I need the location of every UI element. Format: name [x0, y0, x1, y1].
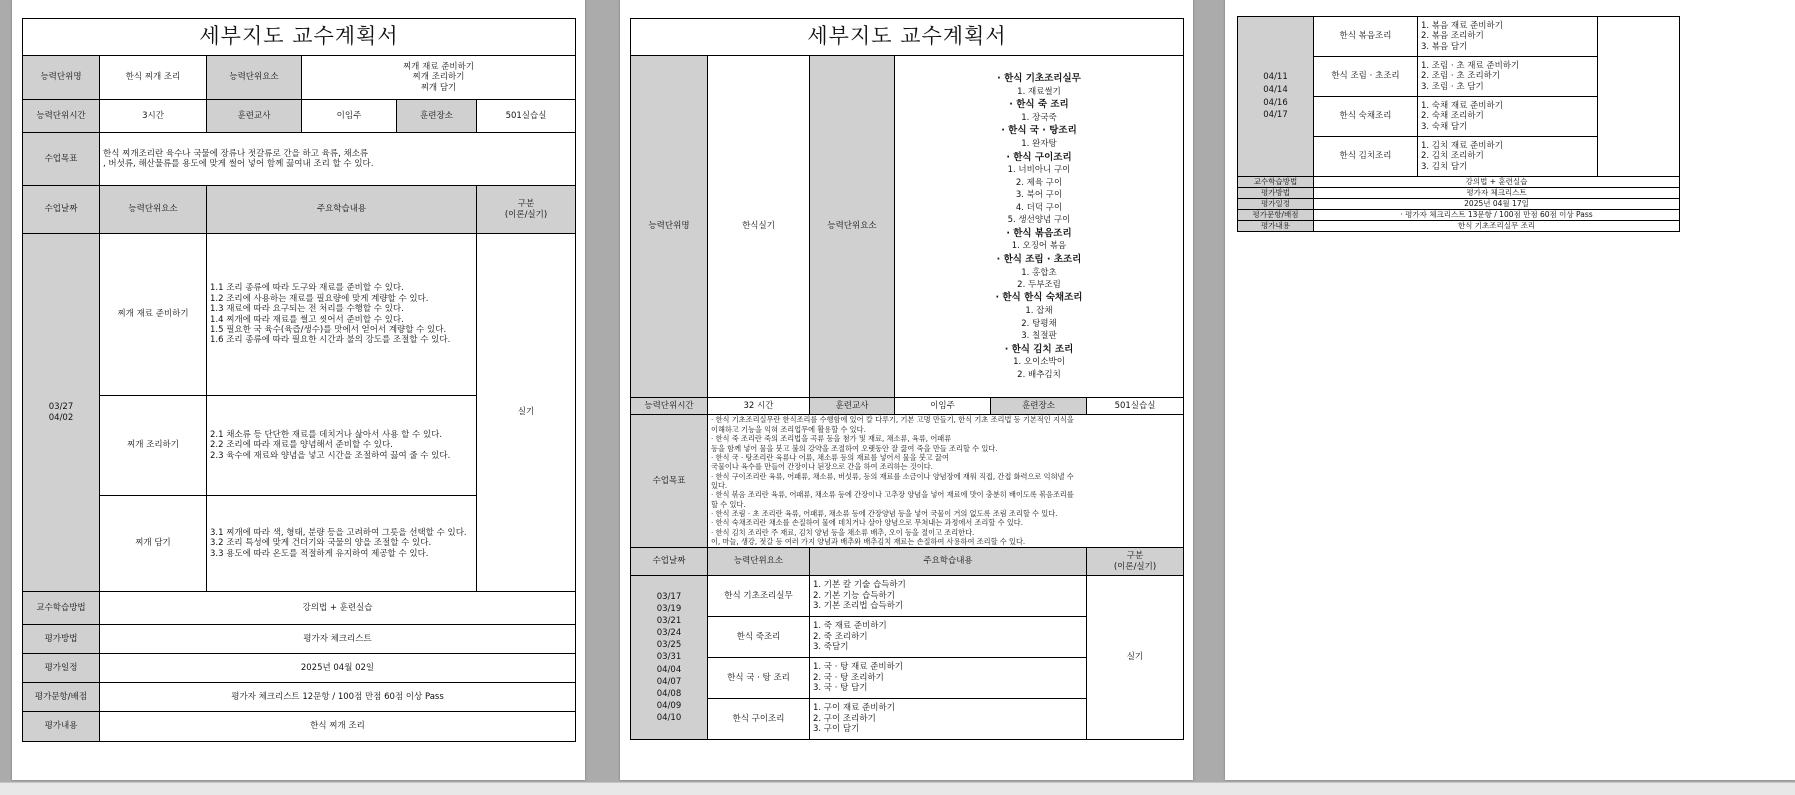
eval-label: 평가방법 [23, 625, 100, 654]
content-item: 1. 국 · 탕 재료 준비하기 [813, 662, 904, 673]
header-type: 구분 (이론/실기) [1087, 548, 1184, 576]
row-content [810, 658, 1087, 699]
header-content: 주요학습내용 [207, 186, 477, 234]
goal-line: · 한식 기초조리실무란 한식조리를 수행함에 있어 칼 다루기, 기본 고명 만들기, 한식 기초 조리법 등 기본적인 지식을 [711, 415, 1074, 425]
element-list-item: 3. 북어 구이 [1015, 190, 1063, 201]
row-content [207, 234, 477, 396]
evalcontent-label: 평가내용 [23, 712, 100, 742]
date-value: 04/08 [656, 688, 682, 699]
content-item: 1.6 조리 종류에 따라 필요한 시간과 불의 강도를 조절할 수 있다. [210, 335, 451, 346]
element-list-item: · 한식 김치 조리 [1004, 343, 1074, 355]
date-value: 04/17 [1263, 110, 1288, 121]
goal-line: · 한식 볶음 조리란 육류, 어패류, 채소류 등에 간장이나 고추장 양념을 넣어 재료에 맛이 충분히 배이도록 볶음조리를 [711, 490, 1074, 500]
row-content [1418, 57, 1598, 97]
content-item: 2.2 조리에 따라 재료를 양념해서 준비할 수 있다. [210, 440, 393, 451]
date-value: 03/21 [656, 616, 682, 627]
date-cell [1238, 17, 1314, 177]
element-list-item: · 한식 볶음조리 [1006, 227, 1072, 239]
lesson-plan-table-2 [630, 18, 1184, 740]
element-values [302, 56, 576, 100]
element-list-item: 4. 더덕 구이 [1015, 202, 1063, 213]
content-item: 2. 숙채 조리하기 [1421, 111, 1484, 122]
goal-line: 국물이나 육수를 만들어 간장이나 된장으로 간을 하여 조리하는 것이다. [711, 462, 933, 472]
content-item: 1. 김치 재료 준비하기 [1421, 140, 1503, 151]
element-list-item: 1. 재료썰기 [1017, 86, 1061, 97]
place-value: 501실습실 [477, 100, 576, 133]
teacher-label: 훈련교사 [207, 100, 302, 133]
method-value: 강의법 + 훈련실습 [100, 592, 576, 625]
date-value: 04/14 [1263, 84, 1288, 95]
goal-line: · 한식 김치 조리란 주 재료, 김치 양념 등을 채소류 배추, 오이 등을 절이고 조리한다. [711, 527, 975, 537]
content-item: 3. 기본 조리법 습득하기 [813, 601, 904, 612]
goal-line: 한식 찌개조리란 육수나 국물에 장류나 젓갈류로 간을 하고 육류, 채소류 [103, 148, 369, 159]
content-item: 3. 구이 담기 [813, 724, 860, 735]
content-item: 2. 구이 조리하기 [813, 713, 876, 724]
goal-line: 있다. [711, 481, 728, 490]
date-value: 03/27 [48, 402, 74, 413]
goal-line: 할 수 있다. [711, 499, 746, 509]
row-element: 한식 국 · 탕 조리 [708, 658, 810, 699]
goal-line: · 한식 죽 조리란 죽의 조리법을 곡류 등을 첨가 및 재료, 채소류, 육류, 어패류 [711, 434, 952, 444]
content-item: 3. 조림 · 초 담기 [1421, 81, 1484, 92]
element-list-item: 1. 오징어 볶음 [1011, 241, 1067, 252]
hours-label: 능력단위시간 [631, 398, 708, 415]
element-list-item: 1. 완자탕 [1021, 139, 1057, 150]
evaldate-label: 평가일정 [23, 654, 100, 683]
content-item: 3.1 찌개에 따라 색, 형태, 분량 등을 고려하여 그릇을 선택할 수 있다. [210, 527, 467, 538]
content-item: 2. 기본 기능 습득하기 [813, 590, 895, 601]
header-date: 수업날짜 [631, 548, 708, 576]
header-content: 주요학습내용 [810, 548, 1087, 576]
method-value: 강의법 + 훈련실습 [1314, 177, 1680, 188]
element-list-item: · 한식 구이조리 [1006, 151, 1072, 163]
date-cell [23, 234, 100, 592]
element-value: 찌개 조리하기 [412, 72, 465, 83]
element-list-item: 2. 탕평채 [1021, 318, 1057, 329]
content-item: 3.2 조리 특성에 맞게 건더기와 국물의 양을 조절할 수 있다. [210, 538, 432, 549]
header-element: 능력단위요소 [100, 186, 207, 234]
content-item: 2. 조림 · 초 조리하기 [1421, 71, 1501, 82]
content-item: 2.3 육수에 재료와 양념을 넣고 시간을 조절하여 끓여 줄 수 있다. [210, 450, 451, 461]
element-list-item: 1. 홍합초 [1021, 267, 1057, 278]
place-value: 501실습실 [1087, 398, 1184, 415]
row-element: 한식 숙채조리 [1314, 97, 1418, 137]
content-item: 3. 김치 담기 [1421, 161, 1468, 172]
unit-value: 한식실기 [708, 56, 810, 398]
criteria-label: 평가문항/배점 [1238, 210, 1314, 221]
date-value: 03/31 [656, 652, 682, 663]
place-label: 훈련장소 [991, 398, 1087, 415]
row-content [207, 496, 477, 592]
date-value: 03/24 [656, 628, 682, 639]
date-value: 04/04 [656, 664, 682, 675]
goal-line: 이, 마늘, 생강, 젓갈 등 여러 가지 양념과 배추와 배추김치 재료는 손질하여 사용하여 조리할 수 있다. [711, 537, 1026, 547]
content-item: 1.1 조리 종류에 따라 도구와 재료를 준비할 수 있다. [210, 283, 404, 294]
goal-line: 등을 함께 넣어 물을 붓고 불의 강약을 조절하여 오랫동안 잘 끓여 죽을 만들 조리할 수 있다. [711, 443, 998, 453]
content-item: 1. 숙채 재료 준비하기 [1421, 100, 1503, 111]
element-list-item: · 한식 국 · 탕조리 [1001, 125, 1077, 137]
row-content [1418, 97, 1598, 137]
row-content [810, 576, 1087, 617]
date-cell [631, 576, 708, 740]
element-list-item: · 한식 한식 숙채조리 [995, 292, 1083, 304]
date-value: 04/09 [656, 700, 682, 711]
goal-text [708, 415, 1184, 548]
goal-line: · 한식 숙채조리란 채소를 손질하여 물에 데치거나 살아 양념으로 무쳐내는 과정에서 조리할 수 있다. [711, 518, 1023, 528]
criteria-value: · 평가자 체크리스트 13문항 / 100점 만점 60점 이상 Pass [1314, 210, 1680, 221]
content-item: 3. 국 · 탕 담기 [813, 683, 868, 694]
element-list-item: 1. 너비아니 구이 [1007, 165, 1071, 176]
header-element: 능력단위요소 [708, 548, 810, 576]
method-label: 교수학습방법 [1238, 177, 1314, 188]
row-content [1418, 17, 1598, 57]
element-list-item: 1. 잡채 [1025, 306, 1053, 317]
evaldate-value: 2025년 04월 17일 [1314, 199, 1680, 210]
row-content [1418, 137, 1598, 177]
row-content [810, 617, 1087, 658]
unit-value: 한식 찌개 조리 [100, 56, 207, 100]
row-element: 찌개 재료 준비하기 [100, 234, 207, 396]
date-value: 03/19 [656, 604, 682, 615]
header-type: 구분 (이론/실기) [477, 186, 576, 234]
type-cell: 실기 [1087, 576, 1184, 740]
content-item: 2.1 채소류 등 단단한 재료를 데치거나 삶아서 사용 할 수 있다. [210, 429, 443, 440]
teacher-label: 훈련교사 [810, 398, 895, 415]
content-item: 1. 조림 · 초 재료 준비하기 [1421, 60, 1520, 71]
content-item: 3. 볶음 담기 [1421, 41, 1468, 52]
element-list-item: 5. 생선양념 구이 [1007, 215, 1071, 226]
document-page-2 [620, 0, 1193, 780]
content-item: 3. 숙채 담기 [1421, 121, 1468, 132]
row-element: 한식 조림 · 초조리 [1314, 57, 1418, 97]
evaldate-label: 평가일정 [1238, 199, 1314, 210]
criteria-value: 평가자 체크리스트 12문항 / 100점 만점 60점 이상 Pass [100, 683, 576, 712]
goal-text [100, 133, 576, 186]
content-item: 3. 죽담기 [813, 642, 849, 653]
row-content [810, 699, 1087, 740]
element-value: 찌개 재료 준비하기 [402, 61, 475, 72]
eval-label: 평가방법 [1238, 188, 1314, 199]
element-list-item: 1. 오이소박이 [1013, 357, 1065, 368]
goal-line: 이해하고 기능을 익혀 조리업무에 활용할 수 있다. [711, 424, 866, 434]
element-list [895, 56, 1184, 398]
hours-label: 능력단위시간 [23, 100, 100, 133]
goal-line: , 버섯류, 해산물류를 용도에 맞게 썰어 넣어 함께 끓여내 조리 할 수 있다. [103, 159, 374, 169]
row-content [207, 396, 477, 496]
row-element: 한식 김치조리 [1314, 137, 1418, 177]
content-item: 1.4 찌개에 따라 재료를 썰고 씻어서 준비할 수 있다. [210, 314, 404, 325]
date-value: 04/16 [1263, 97, 1288, 108]
content-item: 3.3 용도에 따라 온도를 적절하게 유지하여 제공할 수 있다. [210, 548, 429, 559]
date-value: 03/17 [656, 592, 682, 603]
goal-line: · 한식 조림 · 초 조리란 육류, 어패류, 채소류 등에 간장양념 등을 넣어 국물이 거의 없도록 조림 조리할 수 있다. [711, 509, 1058, 519]
element-list-item: 3. 칠절판 [1021, 331, 1057, 342]
date-value: 04/11 [1263, 72, 1288, 82]
element-value: 찌개 담기 [420, 82, 457, 93]
eval-value: 평가자 체크리스트 [100, 625, 576, 654]
element-list-item: 1. 장국죽 [1021, 112, 1057, 123]
criteria-label: 평가문항/배점 [23, 683, 100, 712]
goal-line: · 한식 구이조리란 육류, 어패류, 채소류, 버섯류, 등의 재료를 소금이나 양념장에 재워 직접, 간접 화력으로 익혀낼 수 [711, 471, 1074, 481]
place-label: 훈련장소 [397, 100, 477, 133]
element-label: 능력단위요소 [810, 56, 895, 398]
eval-value: 평가자 체크리스트 [1314, 188, 1680, 199]
page-title: 세부지도 교수계획서 [23, 19, 576, 56]
row-element: 한식 구이조리 [708, 699, 810, 740]
element-list-item: 2. 두부조림 [1017, 280, 1061, 291]
date-value: 04/07 [656, 676, 682, 687]
hours-value: 3시간 [100, 100, 207, 133]
lesson-plan-table-3 [1237, 16, 1680, 232]
content-item: 2. 국 · 탕 조리하기 [813, 672, 884, 683]
element-list-item: · 한식 죽 조리 [1009, 99, 1069, 111]
date-value: 04/02 [48, 412, 74, 423]
element-list-item: 2. 배추김치 [1017, 369, 1061, 380]
element-list-item: 2. 제육 구이 [1015, 177, 1063, 188]
content-item: 2. 죽 조리하기 [813, 631, 868, 642]
evalcontent-value: 한식 찌개 조리 [100, 712, 576, 742]
content-item: 1. 볶음 재료 준비하기 [1421, 20, 1503, 31]
header-date: 수업날짜 [23, 186, 100, 234]
method-label: 교수학습방법 [23, 592, 100, 625]
teacher-value: 이임주 [302, 100, 397, 133]
row-element: 찌개 조리하기 [100, 396, 207, 496]
element-label: 능력단위요소 [207, 56, 302, 100]
goal-line: · 한식 국 · 탕조리란 육류나 어류, 채소류 등의 재료를 넣어서 물을 붓고 끓여 [711, 452, 949, 462]
content-item: 1.2 조리에 사용하는 재료를 필요량에 맞게 계량할 수 있다. [210, 293, 429, 304]
content-item: 1.5 필요한 국 육수(육즙/생수)를 맛에서 얻어서 계량할 수 있다. [210, 324, 447, 335]
unit-label: 능력단위명 [631, 56, 708, 398]
date-value: 03/25 [656, 640, 682, 651]
content-item: 2. 볶음 조리하기 [1421, 31, 1484, 42]
row-element: 찌개 담기 [100, 496, 207, 592]
status-bar [0, 782, 1795, 795]
type-cell: 실기 [477, 234, 576, 592]
evalcontent-label: 평가내용 [1238, 221, 1314, 232]
element-list-item: · 한식 조림 · 초조리 [996, 253, 1082, 265]
hours-value: 32 시간 [708, 398, 810, 415]
document-page-1 [12, 0, 585, 780]
content-item: 2. 김치 조리하기 [1421, 151, 1484, 162]
evalcontent-value: 한식 기초조리실무 조리 [1314, 221, 1680, 232]
element-list-item: · 한식 기초조리실무 [997, 72, 1081, 84]
lesson-plan-table-1 [22, 18, 576, 742]
goal-label: 수업목표 [631, 415, 708, 548]
evaldate-value: 2025년 04월 02일 [100, 654, 576, 683]
content-item: 1. 기본 칼 기술 습득하기 [813, 580, 906, 591]
goal-label: 수업목표 [23, 133, 100, 186]
unit-label: 능력단위명 [23, 56, 100, 100]
content-item: 1. 구이 재료 준비하기 [813, 703, 895, 714]
document-page-3 [1225, 0, 1795, 780]
teacher-value: 이임주 [895, 398, 991, 415]
page-title: 세부지도 교수계획서 [631, 19, 1184, 56]
date-value: 04/10 [656, 712, 682, 723]
row-element: 한식 죽조리 [708, 617, 810, 658]
content-item: 1. 죽 재료 준비하기 [813, 621, 887, 632]
type-cell [1598, 17, 1680, 177]
row-element: 한식 기초조리실무 [708, 576, 810, 617]
row-element: 한식 볶음조리 [1314, 17, 1418, 57]
content-item: 1.3 재료에 따라 요구되는 전 처리를 수행할 수 있다. [210, 304, 404, 315]
